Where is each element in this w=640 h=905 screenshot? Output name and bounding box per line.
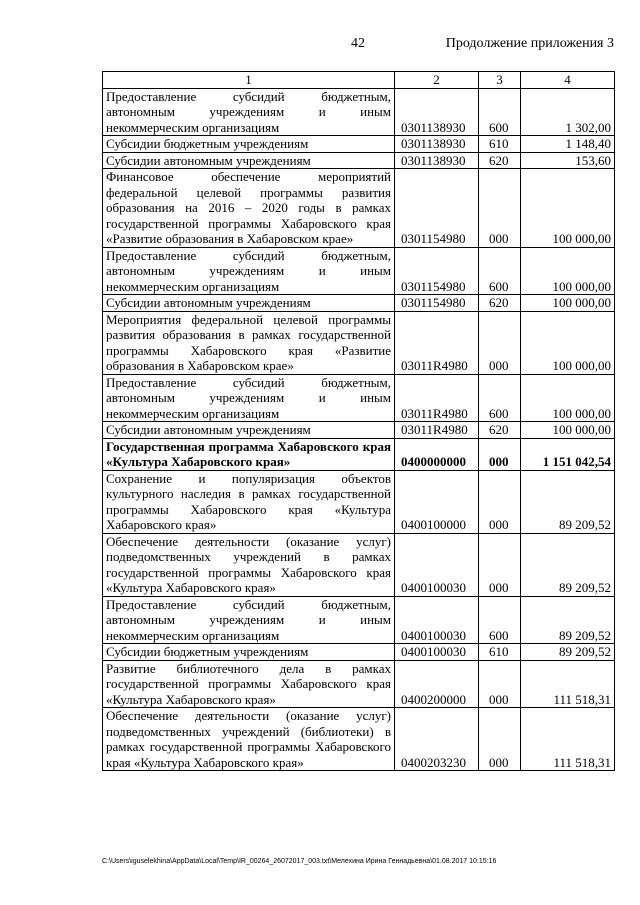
- row-amount: 100 000,00: [521, 374, 615, 422]
- page-number: 42: [351, 36, 365, 51]
- table-row: [103, 708, 615, 771]
- table-row: [103, 152, 615, 169]
- row-subcode: 000: [479, 660, 521, 708]
- row-code: 0400100030: [395, 644, 479, 661]
- column-header-3: 3: [479, 72, 521, 89]
- row-code: 0400100030: [395, 533, 479, 596]
- row-subcode: 600: [479, 88, 521, 136]
- table-row: [103, 295, 615, 312]
- row-amount: 100 000,00: [521, 169, 615, 248]
- row-subcode: 000: [479, 169, 521, 248]
- table-row: [103, 422, 615, 439]
- budget-table: [102, 71, 615, 771]
- row-subcode: 600: [479, 374, 521, 422]
- row-description: Предоставление субсидий бюджетным, автономным учреждениям и иным некоммерческим организациям: [103, 247, 395, 295]
- row-description: Мероприятия федеральной целевой программы развития образования в рамках государственной программы Хабаровского края «Развитие образования в Хабаровском крае»: [103, 311, 395, 374]
- row-amount: 1 151 042,54: [521, 438, 615, 470]
- table-row: [103, 438, 615, 470]
- row-amount: 89 209,52: [521, 644, 615, 661]
- row-description: Обеспечение деятельности (оказание услуг) подведомственных учреждений в рамках государственной программы Хабаровского края «Культура Хабаровского края»: [103, 533, 395, 596]
- row-description: Государственная программа Хабаровского края «Культура Хабаровского края»: [103, 438, 395, 470]
- row-amount: 100 000,00: [521, 311, 615, 374]
- row-subcode: 610: [479, 136, 521, 153]
- table-row: [103, 311, 615, 374]
- table-row: [103, 533, 615, 596]
- column-number-row: [103, 72, 615, 89]
- row-subcode: 620: [479, 422, 521, 439]
- column-header-4: 4: [521, 72, 615, 89]
- row-code: 0301138930: [395, 136, 479, 153]
- row-description: Субсидии автономным учреждениям: [103, 422, 395, 439]
- file-path-footer: C:\Users\iguselekhina\AppData\Local\Temp\IR_00264_26072017_003.txt\Мелехина Ирина Геннадьевна\01.08.2017 10:15:16: [102, 858, 497, 865]
- row-code: 0400000000: [395, 438, 479, 470]
- table-row: [103, 136, 615, 153]
- row-subcode: 620: [479, 152, 521, 169]
- row-amount: 89 209,52: [521, 470, 615, 533]
- table-row: [103, 169, 615, 248]
- row-description: Субсидии автономным учреждениям: [103, 295, 395, 312]
- row-amount: 153,60: [521, 152, 615, 169]
- row-subcode: 000: [479, 470, 521, 533]
- row-description: Субсидии бюджетным учреждениям: [103, 136, 395, 153]
- page-header: [0, 36, 640, 60]
- row-subcode: 600: [479, 247, 521, 295]
- row-description: Развитие библиотечного дела в рамках государственной программы Хабаровского края «Культура Хабаровского края»: [103, 660, 395, 708]
- row-code: 0400200000: [395, 660, 479, 708]
- row-code: 03011R4980: [395, 374, 479, 422]
- row-amount: 1 302,00: [521, 88, 615, 136]
- row-code: 0400100000: [395, 470, 479, 533]
- row-subcode: 000: [479, 311, 521, 374]
- row-description: Обеспечение деятельности (оказание услуг) подведомственных учреждений (библиотеки) в рамках государственной программы Хабаровского края «Культура Хабаровского края»: [103, 708, 395, 771]
- row-code: 0400100030: [395, 596, 479, 644]
- row-subcode: 620: [479, 295, 521, 312]
- table-row: [103, 596, 615, 644]
- row-amount: 100 000,00: [521, 247, 615, 295]
- row-description: Предоставление субсидий бюджетным, автономным учреждениям и иным некоммерческим организациям: [103, 596, 395, 644]
- row-code: 03011R4980: [395, 311, 479, 374]
- table-row: [103, 247, 615, 295]
- row-code: 0400203230: [395, 708, 479, 771]
- table-row: [103, 470, 615, 533]
- row-subcode: 000: [479, 438, 521, 470]
- row-code: 0301154980: [395, 169, 479, 248]
- row-description: Сохранение и популяризация объектов культурного наследия в рамках государственной программы Хабаровского края «Культура Хабаровского края»: [103, 470, 395, 533]
- column-header-1: 1: [103, 72, 395, 89]
- table-row: [103, 374, 615, 422]
- row-amount: 89 209,52: [521, 533, 615, 596]
- row-code: 0301154980: [395, 295, 479, 312]
- continuation-label: Продолжение приложения 3: [445, 36, 614, 51]
- row-amount: 89 209,52: [521, 596, 615, 644]
- row-subcode: 000: [479, 533, 521, 596]
- row-description: Предоставление субсидий бюджетным, автономным учреждениям и иным некоммерческим организациям: [103, 374, 395, 422]
- row-code: 0301154980: [395, 247, 479, 295]
- row-amount: 100 000,00: [521, 422, 615, 439]
- row-description: Финансовое обеспечение мероприятий федеральной целевой программы развития образования на 2016 – 2020 годы в рамках государственной программы Хабаровского края «Развитие образования в Хабаровском крае»: [103, 169, 395, 248]
- row-subcode: 600: [479, 596, 521, 644]
- table-row: [103, 644, 615, 661]
- row-amount: 100 000,00: [521, 295, 615, 312]
- row-subcode: 000: [479, 708, 521, 771]
- row-subcode: 610: [479, 644, 521, 661]
- row-amount: 1 148,40: [521, 136, 615, 153]
- row-description: Субсидии автономным учреждениям: [103, 152, 395, 169]
- table-row: [103, 88, 615, 136]
- row-amount: 111 518,31: [521, 660, 615, 708]
- row-description: Предоставление субсидий бюджетным, автономным учреждениям и иным некоммерческим организациям: [103, 88, 395, 136]
- row-code: 0301138930: [395, 88, 479, 136]
- column-header-2: 2: [395, 72, 479, 89]
- row-amount: 111 518,31: [521, 708, 615, 771]
- row-code: 0301138930: [395, 152, 479, 169]
- row-code: 03011R4980: [395, 422, 479, 439]
- row-description: Субсидии бюджетным учреждениям: [103, 644, 395, 661]
- table-row: [103, 660, 615, 708]
